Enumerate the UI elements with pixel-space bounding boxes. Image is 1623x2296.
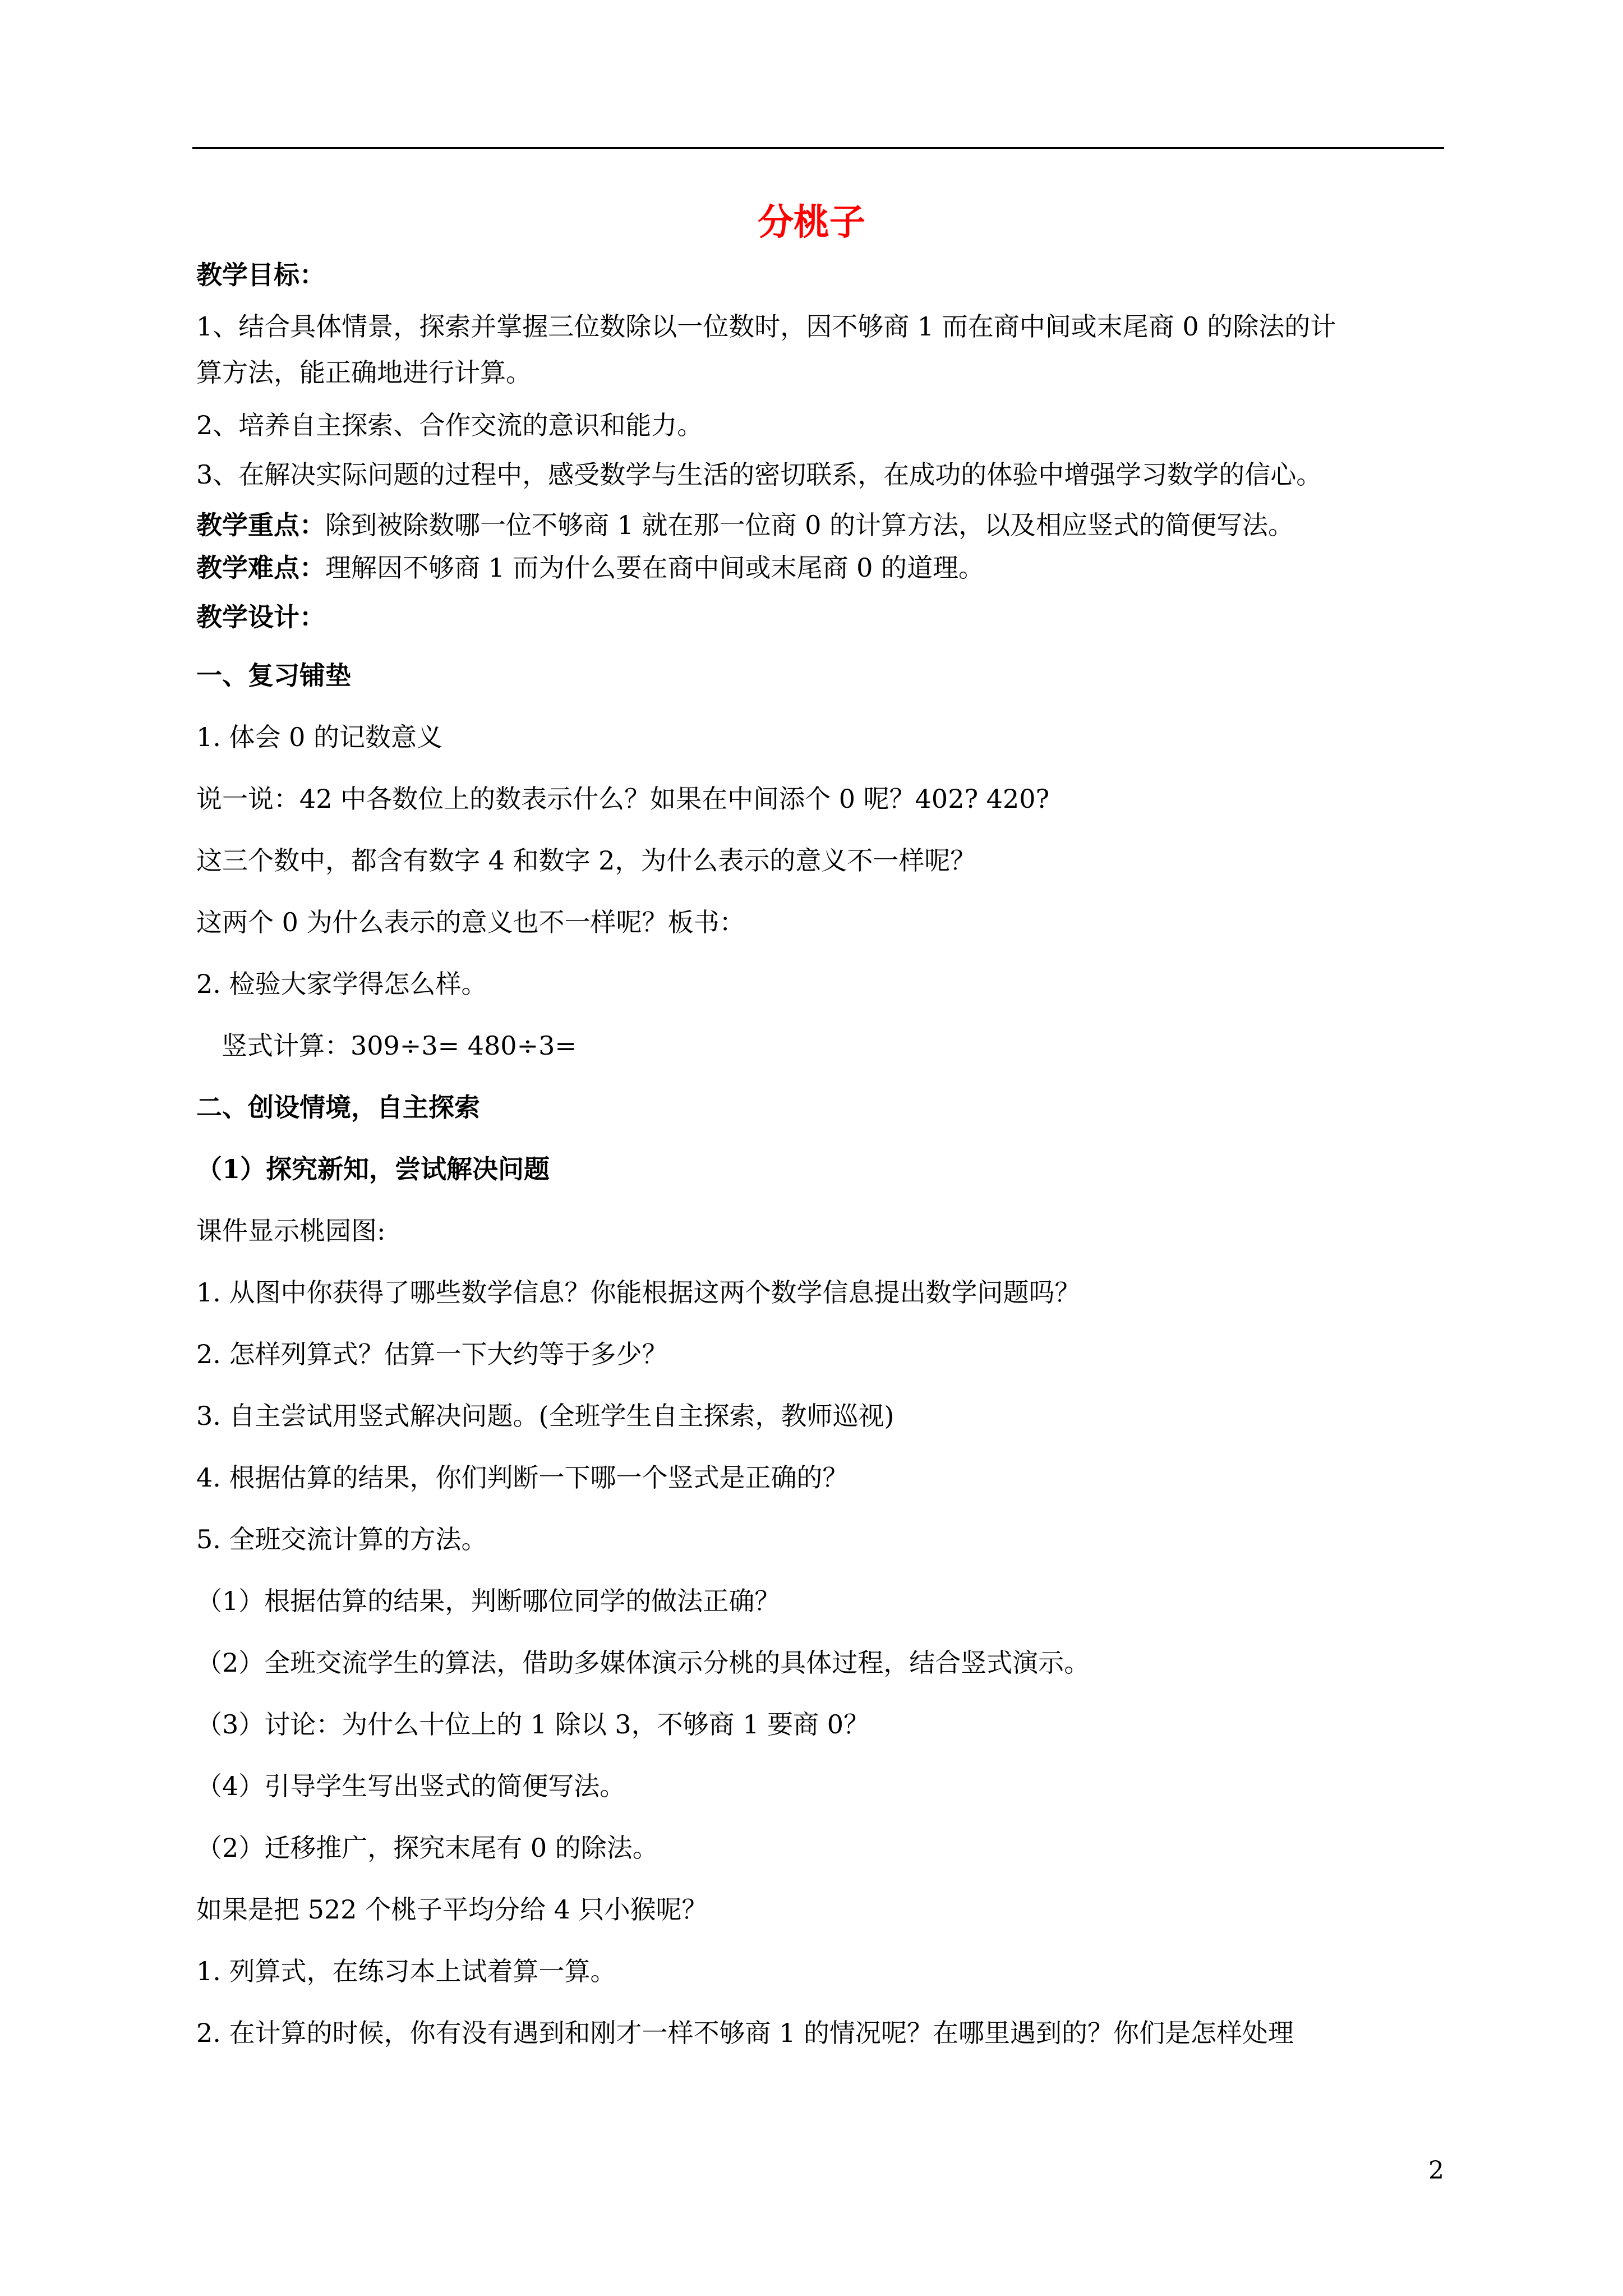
section2-line: 2. 怎样列算式？估算一下大约等于多少？: [196, 1339, 668, 1369]
section1-line: 说一说：42 中各数位上的数表示什么？如果在中间添个 0 呢？402? 420?: [196, 784, 1050, 814]
section2-line: （4）引导学生写出竖式的简便写法。: [196, 1771, 626, 1801]
section2-line: 5. 全班交流计算的方法。: [196, 1524, 487, 1554]
section2-line: 2. 在计算的时候，你有没有遇到和刚才一样不够商 1 的情况呢？在哪里遇到的？你们是怎样处理: [196, 2018, 1294, 2048]
section2-line: （2）全班交流学生的算法，借助多媒体演示分桃的具体过程，结合竖式演示。: [196, 1648, 1090, 1678]
section2-line: 4. 根据估算的结果，你们判断一下哪一个竖式是正确的？: [196, 1462, 849, 1493]
section2-line: 课件显示桃园图:: [196, 1216, 386, 1246]
objective-line: 3、在解决实际问题的过程中，感受数学与生活的密切联系，在成功的体验中增强学习数学的信心。: [196, 459, 1322, 490]
page-title: 分桃子: [758, 201, 865, 243]
section2-line: 3. 自主尝试用竖式解决问题。(全班学生自主探索，教师巡视): [196, 1401, 895, 1431]
section2-line: （2）迁移推广，探究末尾有 0 的除法。: [196, 1833, 658, 1863]
section1-heading: 一、复习铺垫: [196, 660, 351, 691]
section1-line: 1. 体会 0 的记数意义: [196, 722, 443, 752]
design-heading: 教学设计：: [196, 602, 325, 632]
section2-line: （1）根据估算的结果，判断哪位同学的做法正确？: [196, 1586, 781, 1616]
objective-line: 算方法，能正确地进行计算。: [196, 357, 532, 388]
section2-line: 如果是把 522 个桃子平均分给 4 只小猴呢？: [196, 1894, 708, 1925]
objective-line: 2、培养自主探索、合作交流的意识和能力。: [196, 410, 703, 440]
difficulty: [196, 550, 984, 586]
key-point: [196, 507, 1294, 543]
objective-line: 1、结合具体情景，探索并掌握三位数除以一位数时，因不够商 1 而在商中间或末尾商 0 的除法的计: [196, 311, 1336, 342]
section2-line: 1. 列算式，在练习本上试着算一算。: [196, 1956, 616, 1986]
section2-subheading: （1）探究新知，尝试解决问题: [196, 1154, 550, 1184]
section1-line: 2. 检验大家学得怎么样。: [196, 969, 487, 999]
key-point-label: 教学重点：: [196, 510, 325, 540]
objectives-heading: 教学目标：: [196, 260, 325, 290]
difficulty-text: 理解因不够商 1 而为什么要在商中间或末尾商 0 的道理。: [325, 553, 985, 583]
header-rule: [192, 147, 1444, 149]
key-point-text: 除到被除数哪一位不够商 1 就在那一位商 0 的计算方法，以及相应竖式的简便写法。: [325, 510, 1294, 540]
section2-line: （3）讨论：为什么十位上的 1 除以 3，不够商 1 要商 0？: [196, 1709, 870, 1740]
page-number: 2: [1428, 2156, 1444, 2185]
section2-line: 1. 从图中你获得了哪些数学信息？你能根据这两个数学信息提出数学问题吗？: [196, 1277, 1081, 1308]
section1-line: 这两个 0 为什么表示的意义也不一样呢？板书：: [196, 907, 745, 937]
section1-line: 竖式计算：309÷3= 480÷3=: [222, 1030, 577, 1061]
section1-line: 这三个数中，都含有数字 4 和数字 2，为什么表示的意义不一样呢？: [196, 845, 976, 876]
section2-heading: 二、创设情境，自主探索: [196, 1092, 480, 1122]
difficulty-label: 教学难点：: [196, 553, 325, 583]
